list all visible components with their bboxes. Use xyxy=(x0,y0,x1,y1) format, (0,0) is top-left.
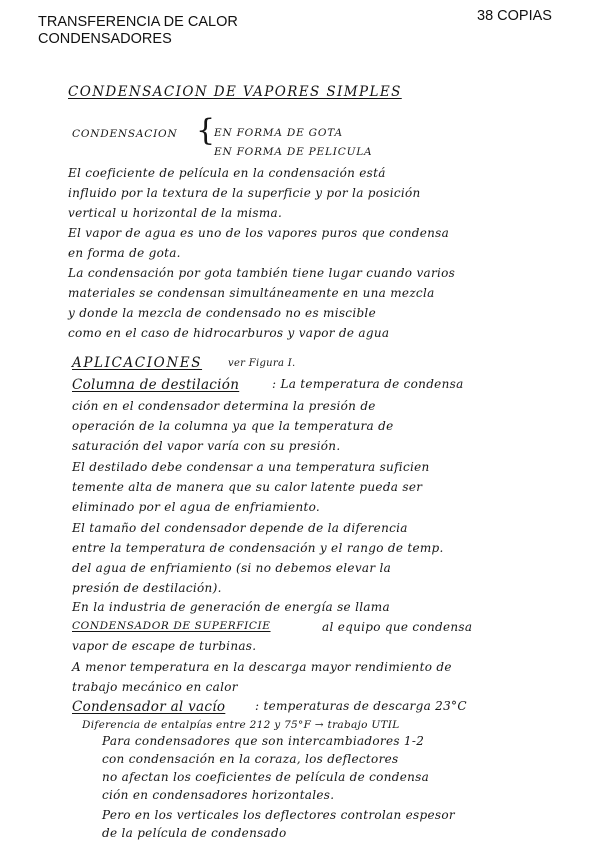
text-line: al equipo que condensa xyxy=(322,620,473,634)
section-heading-aplicaciones: APLICACIONES xyxy=(72,355,203,371)
cond-option-gota: EN FORMA DE GOTA xyxy=(214,127,343,139)
cond-option-pelicula: EN FORMA DE PELICULA xyxy=(214,146,373,158)
subheading-columna-destilacion: Columna de destilación xyxy=(72,377,240,393)
text-line: presión de destilación). xyxy=(72,581,222,595)
section-heading-condensacion: CONDENSACION DE VAPORES SIMPLES xyxy=(68,84,402,100)
text-line: y donde la mezcla de condensado no es miscible xyxy=(68,306,376,320)
text-line: El tamaño del condensador depende de la diferencia xyxy=(72,521,408,535)
text-line: con condensación en la coraza, los deflectores xyxy=(102,752,399,766)
text-line: influido por la textura de la superficie y por la posición xyxy=(68,186,421,200)
text-line: temente alta de manera que su calor latente pueda ser xyxy=(72,480,423,494)
document-title-line1: TRANSFERENCIA DE CALOR xyxy=(38,14,238,30)
text-line: no afectan los coeficientes de película de condensa xyxy=(102,770,430,784)
text-line: del agua de enfriamiento (si no debemos elevar la xyxy=(72,561,392,575)
text-line: entre la temperatura de condensación y el rango de temp. xyxy=(72,541,444,555)
figure-reference: ver Figura I. xyxy=(228,358,296,369)
text-line: El destilado debe condensar a una temperatura suficien xyxy=(72,460,430,474)
text-line: operación de la columna ya que la temperatura de xyxy=(72,419,394,433)
text-line: Diferencia de entalpías entre 212 y 75°F → trabajo UTIL xyxy=(82,719,400,731)
text-line: Para condensadores que son intercambiadores 1-2 xyxy=(102,734,425,748)
text-line: en forma de gota. xyxy=(68,246,181,260)
text-line: saturación del vapor varía con su presión. xyxy=(72,439,341,453)
text-line: La condensación por gota también tiene lugar cuando varios xyxy=(68,266,456,280)
text-line: El vapor de agua es uno de los vapores puros que condensa xyxy=(68,226,450,240)
brace-symbol: { xyxy=(196,113,216,148)
copies-label: 38 COPIAS xyxy=(477,8,552,24)
text-line: A menor temperatura en la descarga mayor rendimiento de xyxy=(72,660,452,674)
condensacion-label: CONDENSACION xyxy=(72,128,178,140)
text-line: : temperaturas de descarga 23°C xyxy=(255,699,467,713)
text-line: : La temperatura de condensa xyxy=(272,377,464,391)
text-line: materiales se condensan simultáneamente en una mezcla xyxy=(68,286,435,300)
text-line: El coeficiente de película en la condensación está xyxy=(68,166,386,180)
text-line-final: de la película de condensado xyxy=(102,826,287,840)
document-title-line2: CONDENSADORES xyxy=(38,31,172,47)
text-line: trabajo mecánico en calor xyxy=(72,680,238,694)
text-line: ción en condensadores horizontales. xyxy=(102,788,335,802)
text-line: vapor de escape de turbinas. xyxy=(72,639,257,653)
text-line: ción en el condensador determina la presión de xyxy=(72,399,376,413)
text-line: como en el caso de hidrocarburos y vapor de agua xyxy=(68,326,390,340)
text-line: En la industria de generación de energía se llama xyxy=(72,600,390,614)
text-line: Pero en los verticales los deflectores controlan espesor xyxy=(102,808,455,822)
term-condensador-vacio: Condensador al vacío xyxy=(72,699,226,715)
text-line: vertical u horizontal de la misma. xyxy=(68,206,283,220)
term-condensador-superficie: CONDENSADOR DE SUPERFICIE xyxy=(72,620,271,632)
text-line: eliminado por el agua de enfriamiento. xyxy=(72,500,321,514)
